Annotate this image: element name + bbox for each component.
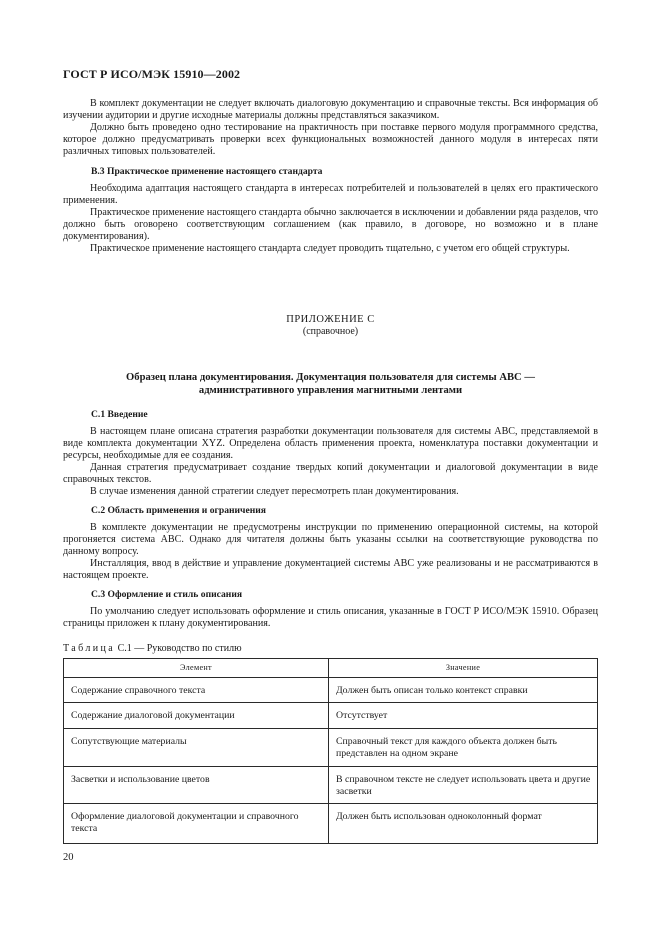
section-paragraph: Необходима адаптация настоящего стандарта в интересах потребителей и пользователей в целях его практического применения.: [63, 183, 598, 207]
cell-text: Сопутствующие материалы: [71, 735, 187, 747]
section-paragraph: В случае изменения данной стратегии следует пересмотреть план документирования.: [90, 486, 459, 498]
page-number: 20: [63, 852, 74, 863]
section-c3-text: [63, 606, 598, 630]
table-cell-value: [329, 766, 598, 804]
table-cell-value: [329, 703, 598, 728]
cell-text: Должен быть использован одноколонный формат: [336, 811, 542, 823]
cell-text: Отсутствует: [336, 710, 388, 722]
table-caption-text: С.1 — Руководство по стилю: [117, 643, 242, 654]
section-b3-text: [63, 183, 598, 256]
section-b3-heading: В.3 Практическое применение настоящего стандарта: [91, 166, 323, 177]
section-c3-heading: С.3 Оформление и стиль описания: [91, 589, 243, 600]
table-cell-element: [64, 703, 329, 728]
column-header-element: Элемент: [64, 659, 329, 678]
cell-text: Содержание справочного текста: [71, 685, 206, 696]
section-paragraph: Практическое применение настоящего стандарта следует проводить тщательно, с учетом его общей структуры.: [90, 243, 570, 255]
cell-text: Содержание диалоговой документации: [71, 710, 235, 722]
table-cell-element: [64, 678, 329, 703]
cell-text: Оформление диалоговой документации и справочного текста: [71, 811, 299, 835]
cell-text: В справочном тексте не следует использовать цвета и другие засветки: [336, 773, 591, 797]
cell-text: Должен быть описан только контекст справки: [336, 685, 528, 696]
standard-header: ГОСТ Р ИСО/МЭК 15910—2002: [63, 67, 241, 81]
section-c1-heading: С.1 Введение: [91, 409, 148, 420]
cell-text: Засветки и использование цветов: [71, 773, 210, 785]
table-row: [64, 703, 598, 728]
section-paragraph: В настоящем плане описана стратегия разработки документации пользователя для системы АВС, представляемой в виде комплекта документации XYZ. Определена область применения проекта, номенклатура поставки документации и ресурсы, необходимые для ее создания.: [63, 426, 598, 462]
intro-paragraph: Должно быть проведено одно тестирование на практичность при поставке первого модуля программного средства, которое должно предусматривать проверки всех функциональных возможностей данного модуля в интересах пяти различных типовых пользователей.: [63, 122, 598, 158]
section-paragraph: В комплекте документации не предусмотрены инструкции по применению операционной системы, на которой прогоняется система АВС. Однако для читателя должны быть указаны ссылки на соответствующие руководства по данному вопросу.: [63, 522, 598, 558]
style-guide-table: [63, 658, 598, 844]
section-c2-heading: С.2 Область применения и ограничения: [91, 505, 266, 516]
intro-paragraph: В комплект документации не следует включать диалоговую документацию и справочные тексты. Вся информация об изучении аудитории и другие исходные материалы должны представляться заказчиком.: [63, 98, 598, 122]
document-title: [63, 371, 598, 397]
table-row: [64, 728, 598, 766]
appendix-subtitle: (справочное): [302, 326, 359, 337]
table-row: [64, 804, 598, 844]
section-paragraph: Данная стратегия предусматривает создание твердых копий документации и диалоговой документации в виде справочных текстов.: [63, 462, 598, 486]
section-paragraph: Инсталляция, ввод в действие и управление документацией системы АВС уже реализованы и не рассматриваются в настоящем проекте.: [63, 558, 598, 582]
document-title-line: административного управления магнитными лентами: [198, 385, 463, 396]
intro-text: [63, 98, 598, 158]
table-cell-element: [64, 766, 329, 804]
table-row: [64, 678, 598, 703]
table-header-row: [64, 659, 598, 678]
cell-text: Справочный текст для каждого объекта должен быть представлен на одном экране: [336, 735, 557, 759]
section-paragraph: По умолчанию следует использовать оформление и стиль описания, указанные в ГОСТ Р ИСО/МЭК 15910. Образец страницы приложен к плану документирования.: [63, 606, 598, 630]
table-cell-value: [329, 728, 598, 766]
document-title-line: Образец плана документирования. Документация пользователя для системы АВС —: [126, 372, 535, 383]
table-row: [64, 766, 598, 804]
table-cell-value: [329, 678, 598, 703]
section-paragraph: Практическое применение настоящего стандарта обычно заключается в исключении и добавлении ряда разделов, что должно быть оговорено соответствующим соглашением (как правило, в договоре, но возможно и в плане документирования).: [63, 207, 598, 243]
section-c1-text: [63, 426, 598, 499]
table-cell-value: [329, 804, 598, 844]
table-caption-prefix: Таблица: [63, 643, 116, 654]
section-c2-text: [63, 522, 598, 582]
table-cell-element: [64, 728, 329, 766]
table-caption: [63, 643, 242, 655]
column-header-value: Значение: [329, 659, 598, 678]
table-cell-element: [64, 804, 329, 844]
appendix-title: ПРИЛОЖЕНИЕ С: [286, 314, 375, 325]
